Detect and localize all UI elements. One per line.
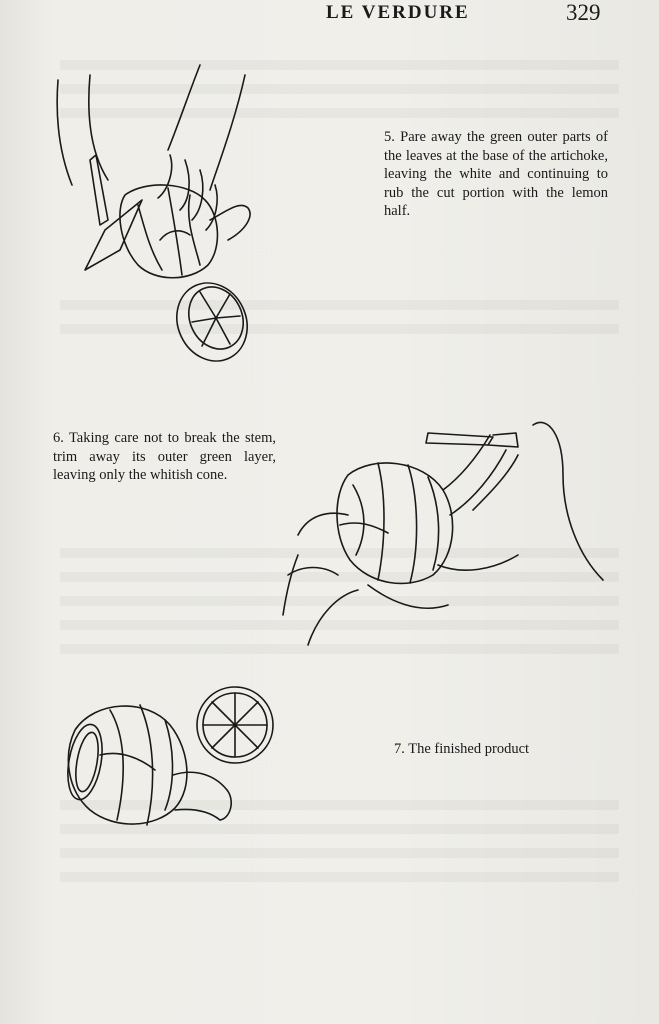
page-number: 329	[566, 0, 601, 25]
step-7-caption: 7. The finished product	[394, 741, 530, 757]
illustration-finished-product	[55, 680, 285, 840]
step-6-caption: 6. Taking care not to break the stem, trim away its outer green layer, leaving only the whitish cone.	[53, 430, 276, 483]
illustration-paring-leaves	[50, 60, 280, 370]
illustration-trimming-stem	[278, 415, 618, 645]
step-5-caption: 5. Pare away the green outer parts of the leaves at the base of the artichoke, leaving the white and continuing to rub the cut portion with the lemon half.	[384, 129, 608, 219]
running-header: LE VERDURE	[326, 2, 470, 23]
